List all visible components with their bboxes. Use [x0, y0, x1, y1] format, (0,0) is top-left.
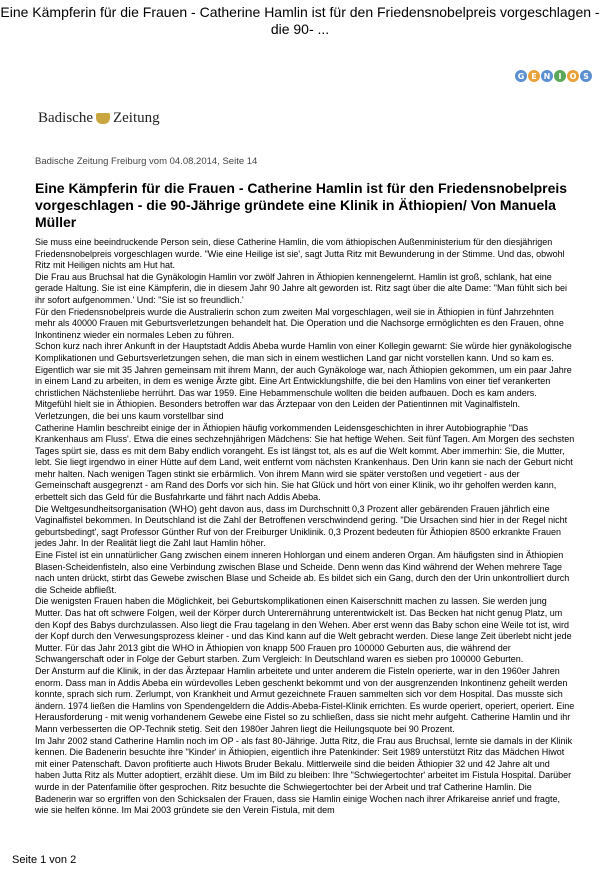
genios-letter: N: [541, 70, 553, 82]
newspaper-logo-text: [38, 110, 160, 127]
article-paragraph: Verletzungen, die bei uns kaum vorstellbar sind: [35, 410, 224, 421]
article-paragraph: Für den Friedensnobelpreis wurde die Australierin schon zum zweiten Mal vorgeschlagen, weil sie in Äthiopien in fünf Jahrzehnten mehr als 40000 Frauen mit Geburtsverletzungen behandelt hat. Die Operation und die Nachsorge ermöglichten es den Frauen, ohne Inkontinenz wieder ein normales Leben zu führen.: [35, 306, 564, 340]
genios-letter: I: [554, 70, 566, 82]
genios-letter: S: [580, 70, 592, 82]
article-paragraph: Der Ansturm auf die Klinik, in der das Ärztepaar Hamlin arbeitete und unter anderem die Fisteln operierte, war in den 1960er Jahren enorm. Dass man in Addis Abeba ein würdevolles Leben geschenkt bekommt und von der ausgrenzenden Inkontinenz geheilt werden konnte, sprach sich rum. Zerlumpt, von Krankheit und Armut gezeichnete Frauen sammelten sich vor dem Hospital. Das musste sich ändern. 1974 ließen die Hamlins von Spendengeldern die Addis-Abeba-Fistel-Klinik errichten. Es wurde operiert, operiert, operiert. Eine Herausforderung - mit wenig vorhandenem Gewebe eine Fistel so zu schließen, dass sie nicht mehr aufgeht. Catherine Hamlin und ihr Mann verbesserten die OP-Technik stetig. Seit den 1980er Jahren liegt die Heilungsquote bei 90 Prozent.: [35, 665, 575, 734]
genios-letter: O: [567, 70, 579, 82]
article-paragraph: Die Weltgesundheitsorganisation (WHO) geht davon aus, dass im Durchschnitt 0,3 Prozent aller gebärenden Frauen jährlich eine Vaginalfistel bekommen. In Deutschland ist die Zahl der Betroffenen verschwindend gering. "Die Ursachen sind hier in der Regel nicht geburtsbedingt', sagt Professor Günther Ruf von der Freiburger Uniklinik. 0,3 Prozent bedeuten für Äthiopien 8500 erkrankte Frauen jedes Jahr. In der Realität liegt die Zahl laut Hamlin höher.: [35, 503, 568, 549]
newspaper-logo-word: Zeitung: [112, 110, 160, 126]
genios-letter: G: [515, 70, 527, 82]
article-source: Badische Zeitung Freiburg vom 04.08.2014, Seite 14: [35, 156, 258, 167]
article-paragraph: Schon kurz nach ihrer Ankunft in der Hauptstadt Addis Abeba wurde Hamlin von einer Kollegin gewarnt: Sie würde hier gynäkologische Komplikationen und Geburtsverletzungen sehen, die man sich in einem westlichen Land gar nicht vorstellen kann. Und so kam es. Eigentlich war sie mit 35 Jahren gemeinsam mit ihrem Mann, der auch Gynäkologe war, nach Äthiopien gekommen, um ein paar Jahre in einem Land zu arbeiten, in dem es wenige Ärzte gibt. Eine Art Entwicklungshilfe, die bei den Hamlins von einer tief verankerten christlichen Nächstenliebe herrührt. Das war 1959. Eine Hebammenschule wollten die beiden aufbauen. Doch es kam anders. Mitgefühl hielt sie in Äthiopien. Besonders betroffen war das Ärztepaar von den Leiden der Patientinnen mit Vaginalfisteln.: [35, 341, 572, 410]
article-body: [35, 237, 575, 817]
article-paragraph: Die wenigsten Frauen haben die Möglichkeit, bei Geburtskomplikationen einen Kaiserschnitt machen zu lassen. Sie werden jung Mutter. Das hat oft schwere Folgen, weil der Körper durch Unterernährung unterentwickelt ist. Das Becken hat nicht genug Platz, um den Kopf des Babys durchzulassen. Also liegt die Frau tagelang in den Wehen. Aber erst wenn das Baby schon eine Weile tot ist, wird der Kopf durch den Verwesungsprozess kleiner - und das Kind kann auf die Welt gebracht werden. Diese lange Zeit überlebt nicht jede Mutter. Für das Jahr 2013 gibt die WHO in Äthiopien von knapp 500 Frauen pro 100000 Geburten aus, die während der Schwangerschaft oder in Folge der Geburt starben. Zum Vergleich: In Deutschland waren es sieben pro 100000 Geburten.: [35, 596, 572, 665]
article-paragraph: Im Jahr 2002 stand Catherine Hamlin noch im OP - als fast 80-Jährige. Jutta Ritz, die Frau aus Bruchsal, lernte sie damals in der Klinik kennen. Die Badenerin besuchte ihre "Kinder' in Äthiopien, eigentlich ihre Patenkinder: Seit 1989 unterstützt Ritz das Mädchen Hiwot mit einer Patenschaft. Davon profitierte auch Hiwots Bruder Bekalu. Mittlerweile sind die beiden Äthiopier 32 und 42 Jahre alt und haben Jutta Ritz als Mutter adoptiert, erzählt diese. Um im Bild zu bleiben: Ihre "Schwiegertochter' arbeitet im Fistula Hospital. Darüber wurde in der Patenfamilie öfter gesprochen. Ritz besuchte die Schwiegertochter bei der Arbeit und traf Catherine Hamlin. Die Badenerin war so ergriffen von den Schicksalen der Frauen, dass sie Hamlin einige Wochen nach ihrer Afrikareise anrief und fragte, wie sie helfen könne. Im Mai 2003 gründete sie den Verein Fistula, mit dem: [35, 735, 573, 816]
article-paragraph: Catherine Hamlin beschreibt einige der in Äthiopien häufig vorkommenden Leidensgeschichten in ihrer Autobiographie "Das Krankenhaus am Fluss'. Etwa die eines sechzehnjährigen Mädchens: Sie hat heftige Wehen. Seit fünf Tagen. Am Morgen des sechsten Tages spürt sie, dass es mit dem Baby endlich vorangeht. Es ist längst tot, als es auf die Welt kommt. Aber immerhin: Sie, die Mutter, lebt. Sie liegt irgendwo in einer Hütte auf dem Land, weit entfernt vom nächsten Krankenhaus. Den Urin kann sie nach der Geburt nicht mehr halten. Nach wenigen Tagen stinkt sie erbärmlich. Von ihrem Mann wird sie später verstoßen und vegetiert - aus der Gemeinschaft ausgegrenzt - am Rand des Dorfs vor sich hin. Sie hat Glück und hört von einer Klinik, wo ihr geholfen werden kann, erbettelt sich das Geld für die Busfahrkarte und fährt nach Addis Abeba.: [35, 422, 575, 503]
article-paragraph: Sie muss eine beeindruckende Person sein, diese Catherine Hamlin, die vom äthiopischen Außenministerium für den diesjährigen Friedensnobelpreis vorgeschlagen wurde. "Wie eine Heilige ist sie', sagt Jutta Ritz mit Bewunderung in der Stimme. Und das, obwohl Ritz mit Heiligen nichts am Hut hat.: [35, 237, 565, 271]
genios-letter: E: [528, 70, 540, 82]
article-paragraph: Eine Fistel ist ein unnatürlicher Gang zwischen einem inneren Hohlorgan und einem anderen Organ. Am häufigsten sind in Äthiopien Blasen-Scheidenfisteln, also eine Verbindung zwischen Blase und Scheide. Denn wenn das Kind während der Wehen mehrere Tage nach unten drückt, stirbt das Gewebe zwischen Blase und Scheide ab. Es bildet sich ein Gang, durch den der Urin unkontrolliert durch die Scheide abfließt.: [35, 550, 570, 595]
article-paragraph: Die Frau aus Bruchsal hat die Gynäkologin Hamlin vor zwölf Jahren in Äthiopien kennengelernt. Hamlin ist groß, schlank, hat eine gerade Haltung. Sie ist eine Kämpferin, die in diesem Jahr 90 Jahre alt geworden ist. Ritz sagt über die alte Dame: "Man fühlt sich bei ihr sofort aufgenommen.' Und: "Sie ist so freundlich.': [35, 271, 567, 305]
page-number: Seite 1 von 2: [12, 854, 77, 866]
genios-logo: [515, 70, 592, 87]
newspaper-logo: [38, 110, 160, 127]
article-headline: Eine Kämpferin für die Frauen - Catherine Hamlin ist für den Friedensnobelpreis vorgeschlagen - die 90-Jährige gründete eine Klinik in Äthiopien/ Von Manuela Müller: [35, 180, 568, 230]
document-title: Eine Kämpferin für die Frauen - Catherine Hamlin ist für den Friedensnobelpreis vorgeschlagen - die 90- ...: [0, 4, 600, 37]
newspaper-logo-word: Badische: [38, 110, 93, 126]
crest-icon: [96, 113, 110, 124]
